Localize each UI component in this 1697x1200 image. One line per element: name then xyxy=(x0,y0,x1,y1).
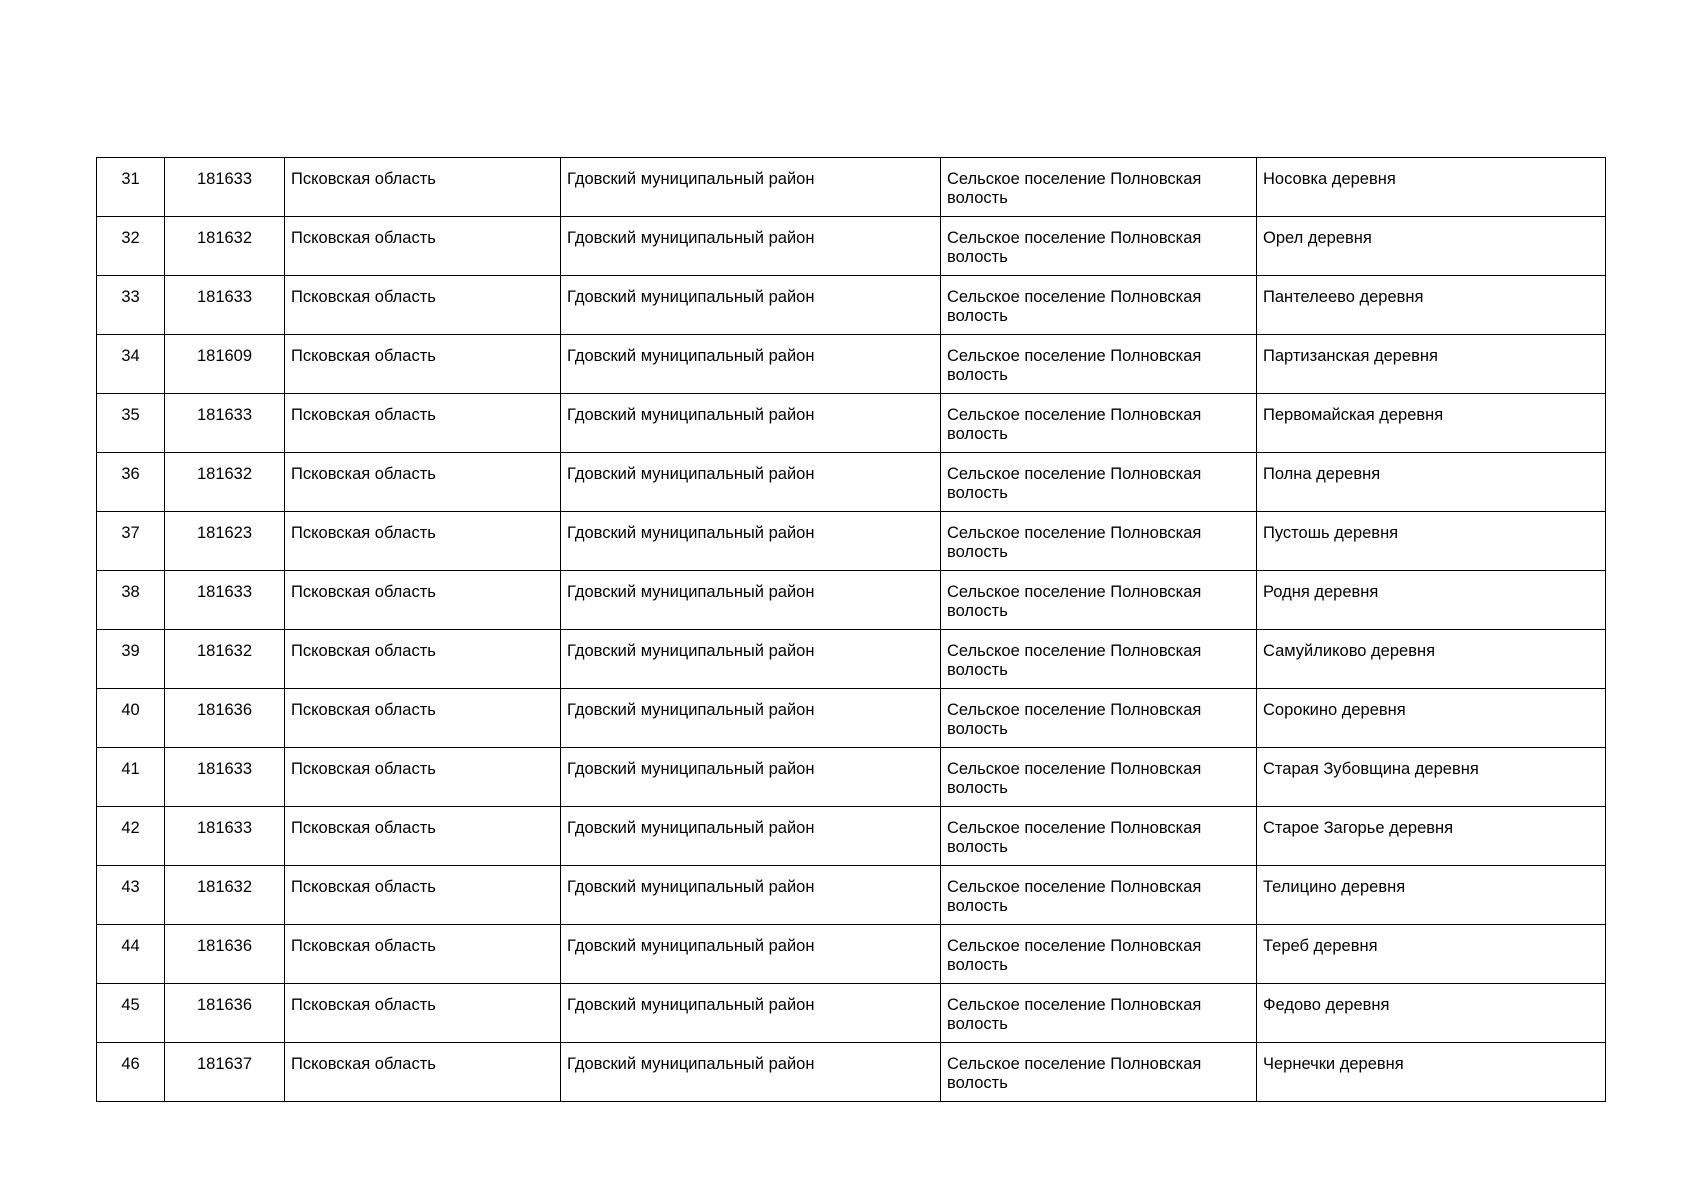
postal-code-cell: 181623 xyxy=(165,512,285,571)
table-row xyxy=(97,925,1606,984)
settlement-cell: Сельское поселение Полновская волость xyxy=(941,748,1257,807)
region-cell: Псковская область xyxy=(285,158,561,217)
postal-code-cell: 181633 xyxy=(165,807,285,866)
table-row xyxy=(97,689,1606,748)
locality-cell: Носовка деревня xyxy=(1257,158,1606,217)
region-cell: Псковская область xyxy=(285,335,561,394)
row-number-cell: 39 xyxy=(97,630,165,689)
district-cell: Гдовский муниципальный район xyxy=(561,158,941,217)
district-cell: Гдовский муниципальный район xyxy=(561,630,941,689)
row-number-cell: 35 xyxy=(97,394,165,453)
region-cell: Псковская область xyxy=(285,866,561,925)
address-table xyxy=(96,157,1606,1102)
district-cell: Гдовский муниципальный район xyxy=(561,984,941,1043)
table-row xyxy=(97,984,1606,1043)
locality-cell: Самуйликово деревня xyxy=(1257,630,1606,689)
table-row xyxy=(97,1043,1606,1102)
postal-code-cell: 181633 xyxy=(165,394,285,453)
table-row xyxy=(97,807,1606,866)
district-cell: Гдовский муниципальный район xyxy=(561,807,941,866)
table-row xyxy=(97,394,1606,453)
region-cell: Псковская область xyxy=(285,276,561,335)
locality-cell: Старое Загорье деревня xyxy=(1257,807,1606,866)
district-cell: Гдовский муниципальный район xyxy=(561,571,941,630)
settlement-cell: Сельское поселение Полновская волость xyxy=(941,394,1257,453)
row-number-cell: 36 xyxy=(97,453,165,512)
row-number-cell: 37 xyxy=(97,512,165,571)
locality-cell: Полна деревня xyxy=(1257,453,1606,512)
table-row xyxy=(97,453,1606,512)
table-row xyxy=(97,217,1606,276)
postal-code-cell: 181633 xyxy=(165,748,285,807)
settlement-cell: Сельское поселение Полновская волость xyxy=(941,807,1257,866)
region-cell: Псковская область xyxy=(285,1043,561,1102)
locality-cell: Телицино деревня xyxy=(1257,866,1606,925)
table-row xyxy=(97,748,1606,807)
district-cell: Гдовский муниципальный район xyxy=(561,394,941,453)
district-cell: Гдовский муниципальный район xyxy=(561,512,941,571)
postal-code-cell: 181609 xyxy=(165,335,285,394)
settlement-cell: Сельское поселение Полновская волость xyxy=(941,217,1257,276)
postal-code-cell: 181636 xyxy=(165,984,285,1043)
district-cell: Гдовский муниципальный район xyxy=(561,689,941,748)
settlement-cell: Сельское поселение Полновская волость xyxy=(941,630,1257,689)
district-cell: Гдовский муниципальный район xyxy=(561,276,941,335)
region-cell: Псковская область xyxy=(285,394,561,453)
postal-code-cell: 181632 xyxy=(165,453,285,512)
row-number-cell: 38 xyxy=(97,571,165,630)
row-number-cell: 42 xyxy=(97,807,165,866)
locality-cell: Пустошь деревня xyxy=(1257,512,1606,571)
settlement-cell: Сельское поселение Полновская волость xyxy=(941,276,1257,335)
region-cell: Псковская область xyxy=(285,571,561,630)
district-cell: Гдовский муниципальный район xyxy=(561,453,941,512)
settlement-cell: Сельское поселение Полновская волость xyxy=(941,984,1257,1043)
district-cell: Гдовский муниципальный район xyxy=(561,748,941,807)
settlement-cell: Сельское поселение Полновская волость xyxy=(941,571,1257,630)
locality-cell: Орел деревня xyxy=(1257,217,1606,276)
locality-cell: Первомайская деревня xyxy=(1257,394,1606,453)
settlement-cell: Сельское поселение Полновская волость xyxy=(941,866,1257,925)
postal-code-cell: 181632 xyxy=(165,866,285,925)
table-row xyxy=(97,866,1606,925)
settlement-cell: Сельское поселение Полновская волость xyxy=(941,453,1257,512)
row-number-cell: 46 xyxy=(97,1043,165,1102)
postal-code-cell: 181632 xyxy=(165,217,285,276)
settlement-cell: Сельское поселение Полновская волость xyxy=(941,512,1257,571)
region-cell: Псковская область xyxy=(285,925,561,984)
locality-cell: Партизанская деревня xyxy=(1257,335,1606,394)
settlement-cell: Сельское поселение Полновская волость xyxy=(941,689,1257,748)
table-row xyxy=(97,158,1606,217)
region-cell: Псковская область xyxy=(285,984,561,1043)
district-cell: Гдовский муниципальный район xyxy=(561,335,941,394)
locality-cell: Старая Зубовщина деревня xyxy=(1257,748,1606,807)
table-row xyxy=(97,335,1606,394)
settlement-cell: Сельское поселение Полновская волость xyxy=(941,1043,1257,1102)
postal-code-cell: 181632 xyxy=(165,630,285,689)
locality-cell: Тереб деревня xyxy=(1257,925,1606,984)
district-cell: Гдовский муниципальный район xyxy=(561,925,941,984)
postal-code-cell: 181633 xyxy=(165,158,285,217)
address-table-body xyxy=(97,158,1606,1102)
settlement-cell: Сельское поселение Полновская волость xyxy=(941,925,1257,984)
locality-cell: Сорокино деревня xyxy=(1257,689,1606,748)
district-cell: Гдовский муниципальный район xyxy=(561,217,941,276)
table-row xyxy=(97,512,1606,571)
row-number-cell: 40 xyxy=(97,689,165,748)
region-cell: Псковская область xyxy=(285,217,561,276)
row-number-cell: 33 xyxy=(97,276,165,335)
locality-cell: Чернечки деревня xyxy=(1257,1043,1606,1102)
table-row xyxy=(97,630,1606,689)
row-number-cell: 45 xyxy=(97,984,165,1043)
row-number-cell: 44 xyxy=(97,925,165,984)
row-number-cell: 41 xyxy=(97,748,165,807)
district-cell: Гдовский муниципальный район xyxy=(561,866,941,925)
row-number-cell: 31 xyxy=(97,158,165,217)
row-number-cell: 32 xyxy=(97,217,165,276)
district-cell: Гдовский муниципальный район xyxy=(561,1043,941,1102)
settlement-cell: Сельское поселение Полновская волость xyxy=(941,158,1257,217)
row-number-cell: 34 xyxy=(97,335,165,394)
region-cell: Псковская область xyxy=(285,512,561,571)
postal-code-cell: 181637 xyxy=(165,1043,285,1102)
postal-code-cell: 181633 xyxy=(165,276,285,335)
locality-cell: Федово деревня xyxy=(1257,984,1606,1043)
table-row xyxy=(97,276,1606,335)
region-cell: Псковская область xyxy=(285,630,561,689)
table-row xyxy=(97,571,1606,630)
region-cell: Псковская область xyxy=(285,748,561,807)
locality-cell: Родня деревня xyxy=(1257,571,1606,630)
postal-code-cell: 181636 xyxy=(165,689,285,748)
region-cell: Псковская область xyxy=(285,689,561,748)
settlement-cell: Сельское поселение Полновская волость xyxy=(941,335,1257,394)
locality-cell: Пантелеево деревня xyxy=(1257,276,1606,335)
postal-code-cell: 181633 xyxy=(165,571,285,630)
region-cell: Псковская область xyxy=(285,453,561,512)
postal-code-cell: 181636 xyxy=(165,925,285,984)
row-number-cell: 43 xyxy=(97,866,165,925)
region-cell: Псковская область xyxy=(285,807,561,866)
